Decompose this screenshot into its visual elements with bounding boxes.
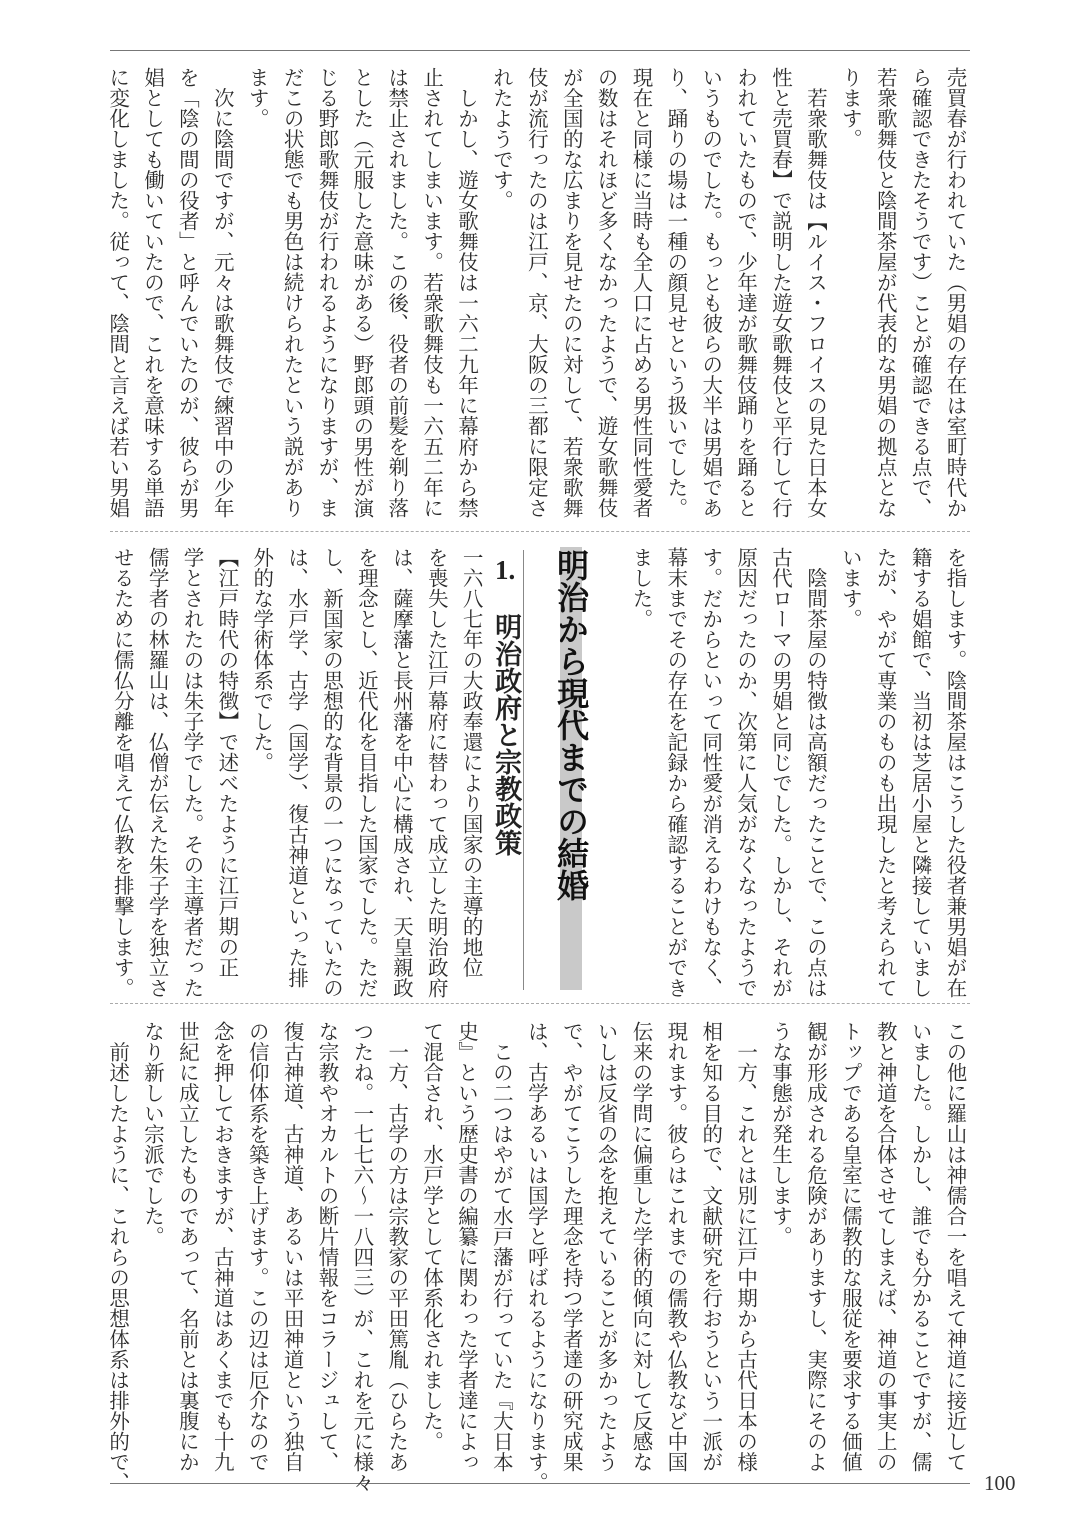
text-line: われていたもので、少年達が歌舞伎踊りを踊ると — [733, 67, 758, 518]
text-line: 陰間茶屋の特徴は高額だったことで、この点は — [803, 547, 828, 998]
text-line: いしは反省の念を抱えていることが多かったよう — [594, 1021, 619, 1472]
text-line: は、古学あるいは国学と呼ばれるようになります。 — [524, 1021, 549, 1493]
page-number: 100 — [984, 1471, 1016, 1495]
tier-divider — [110, 1003, 970, 1004]
text-line: 観が形成される危険がありますし、実際にそのよ — [803, 1021, 828, 1472]
tier-divider — [110, 531, 970, 532]
text-line: ります。 — [838, 67, 863, 149]
text-line: の数はそれほど多くなかったようで、遊女歌舞伎 — [594, 67, 619, 518]
text-line: の信仰体系を築き上げます。この辺は厄介なので — [245, 1021, 270, 1472]
text-line: ら確認できたそうです）ことが確認できる点で、 — [908, 67, 933, 518]
text-line: 相を知る目的で、文献研究を行おうという一派が — [698, 1021, 723, 1472]
text-line: じる野郎歌舞伎が行われるようになりますが、ま — [314, 67, 339, 518]
text-line: 娼としても働いていたので、これを意味する単語 — [140, 67, 165, 518]
text-line: せるために儒仏分離を唱えて仏教を排撃します。 — [110, 547, 135, 998]
text-line: 売買春が行われていた（男娼の存在は室町時代か — [943, 67, 967, 518]
text-line: 幕末までその存在を記録から確認することができ — [663, 547, 688, 998]
text-line: り、踊りの場は一種の顔見せという扱いでした。 — [663, 67, 688, 518]
text-line: し、新国家の思想的な背景の一つになっていたの — [319, 547, 344, 998]
text-line: 現在と同様に当時も全人口に占める男性同性愛者 — [628, 67, 653, 518]
text-line: 一六八七年の大政奉還により国家の主導的地位 — [459, 547, 484, 978]
text-line: 前述したように、これらの思想体系は排外的で、 — [105, 1021, 130, 1493]
text-tier-2 — [104, 547, 972, 1002]
text-line: いうものでした。もっとも彼らの大半は男娼であ — [698, 67, 723, 518]
section-heading: 明治政府と宗教政策 — [490, 613, 522, 856]
text-line: トップである皇室に儒教的な服従を要求する価値 — [838, 1021, 863, 1472]
text-line: 現れます。彼らはこれまでの儒教や仏教など中国 — [663, 1021, 688, 1472]
text-line: な宗教やオカルトの断片情報をコラージュして、 — [314, 1021, 339, 1472]
text-line: を理念とし、近代化を目指した国家でした。ただ — [354, 547, 379, 998]
text-line: に変化しました。従って、陰間と言えば若い男娼 — [105, 67, 130, 518]
text-line: 世紀に成立したものであって、名前とは裏腹にか — [175, 1021, 200, 1472]
text-line: で、やがてこうした理念を持つ学者達の研究成果 — [559, 1021, 584, 1472]
chapter-heading-block — [541, 547, 623, 992]
text-line: この他に羅山は神儒合一を唱えて神道に接近して — [943, 1021, 967, 1472]
text-line: なり新しい宗派でした。 — [140, 1021, 165, 1247]
text-line: 【江戸時代の特徴】で述べたように江戸期の正 — [214, 547, 239, 978]
text-line: 次に陰間ですが、元々は歌舞伎で練習中の少年 — [210, 67, 235, 518]
text-line: たが、やがて専業のものも出現したと考えられて — [873, 547, 898, 998]
text-line: 一方、これとは別に江戸中期から古代日本の様 — [733, 1021, 758, 1472]
text-line: いました。しかし、誰でも分かることですが、儒 — [908, 1021, 933, 1472]
text-line: を喪失した江戸幕府に替わって成立した明治政府 — [424, 547, 449, 998]
text-line: とした（元服した意味がある）野郎頭の男性が演 — [349, 67, 374, 518]
text-line: 教と神道を合体させてしまえば、神道の事実上の — [873, 1021, 898, 1472]
text-line: います。 — [838, 547, 863, 629]
text-line: 止されてしまいます。若衆歌舞伎も一六五二年に — [419, 67, 444, 518]
text-line: は、水戸学、古学（国学）、復古神道といった排 — [284, 547, 309, 988]
text-line: 儒学者の林羅山は、仏僧が伝えた朱子学を独立さ — [145, 547, 170, 998]
text-line: は禁止されました。この後、役者の前髪を剃り落 — [384, 67, 409, 518]
text-line: 古代ローマの男娼と同じでした。しかし、それが — [768, 547, 793, 998]
text-line: ます。 — [245, 67, 270, 129]
text-line: 伎が流行ったのは江戸、京、大阪の三都に限定さ — [524, 67, 549, 518]
text-line: 史』という歴史書の編纂に関わった学者達によっ — [454, 1021, 479, 1472]
text-line: を指します。陰間茶屋はこうした役者兼男娼が在 — [943, 547, 967, 998]
section-number: 1. — [494, 555, 516, 585]
text-line: 若衆歌舞伎と陰間茶屋が代表的な男娼の拠点とな — [873, 67, 898, 518]
tier2-body-after — [104, 547, 488, 1002]
text-line: す。だからといって同性愛が消えるわけもなく、 — [698, 547, 723, 998]
text-line: 外的な学術体系でした。 — [249, 547, 274, 773]
text-line: ました。 — [628, 547, 653, 629]
text-line: て混合され、水戸学として体系化されました。 — [419, 1021, 444, 1452]
chapter-heading: 明治から現代までの結婚 — [552, 549, 591, 901]
section-heading-rule — [523, 550, 524, 990]
text-line: うな事態が発生します。 — [768, 1021, 793, 1247]
text-line: 学とされたのは朱子学でした。その主導者だった — [179, 547, 204, 998]
text-line: 若衆歌舞伎は【ルイス・フロイスの見た日本女 — [803, 67, 828, 518]
text-line: が全国的な広まりを見せたのに対して、若衆歌舞 — [559, 67, 584, 518]
top-rule — [110, 50, 970, 51]
text-line: 一方、古学の方は宗教家の平田篤胤（ひらたあ — [384, 1021, 409, 1472]
text-line: 念を押しておきますが、古神道はあくまでも十九 — [210, 1021, 235, 1472]
text-line: は、薩摩藩と長州藩を中心に構成され、天皇親政 — [389, 547, 414, 998]
text-line: この二つはやがて水戸藩が行っていた『大日本 — [489, 1021, 514, 1472]
text-line: つたね。一七七六〜一八四三）が、これを元に様々 — [349, 1021, 374, 1493]
text-line: 伝来の学問に偏重した学術的傾向に対して反感な — [628, 1021, 653, 1472]
text-line: 籍する娼館で、当初は芝居小屋と隣接していまし — [908, 547, 933, 998]
section-heading-block — [488, 547, 541, 992]
text-line: 復古神道、古神道、あるいは平田神道という独自 — [280, 1021, 305, 1472]
text-line: だこの状態でも男色は続けられたという説があり — [280, 67, 305, 518]
text-tier-1 — [100, 67, 972, 522]
text-line: 原因だったのか、次第に人気がなくなったようで — [733, 547, 758, 998]
text-line: を「陰の間の役者」と呼んでいたのが、彼らが男 — [175, 67, 200, 518]
tier2-body-before — [623, 547, 972, 1002]
text-tier-3 — [100, 1021, 972, 1493]
text-line: しかし、遊女歌舞伎は一六二九年に幕府から禁 — [454, 67, 479, 518]
text-line: 性と売買春】で説明した遊女歌舞伎と平行して行 — [768, 67, 793, 518]
text-line: れたようです。 — [489, 67, 514, 211]
